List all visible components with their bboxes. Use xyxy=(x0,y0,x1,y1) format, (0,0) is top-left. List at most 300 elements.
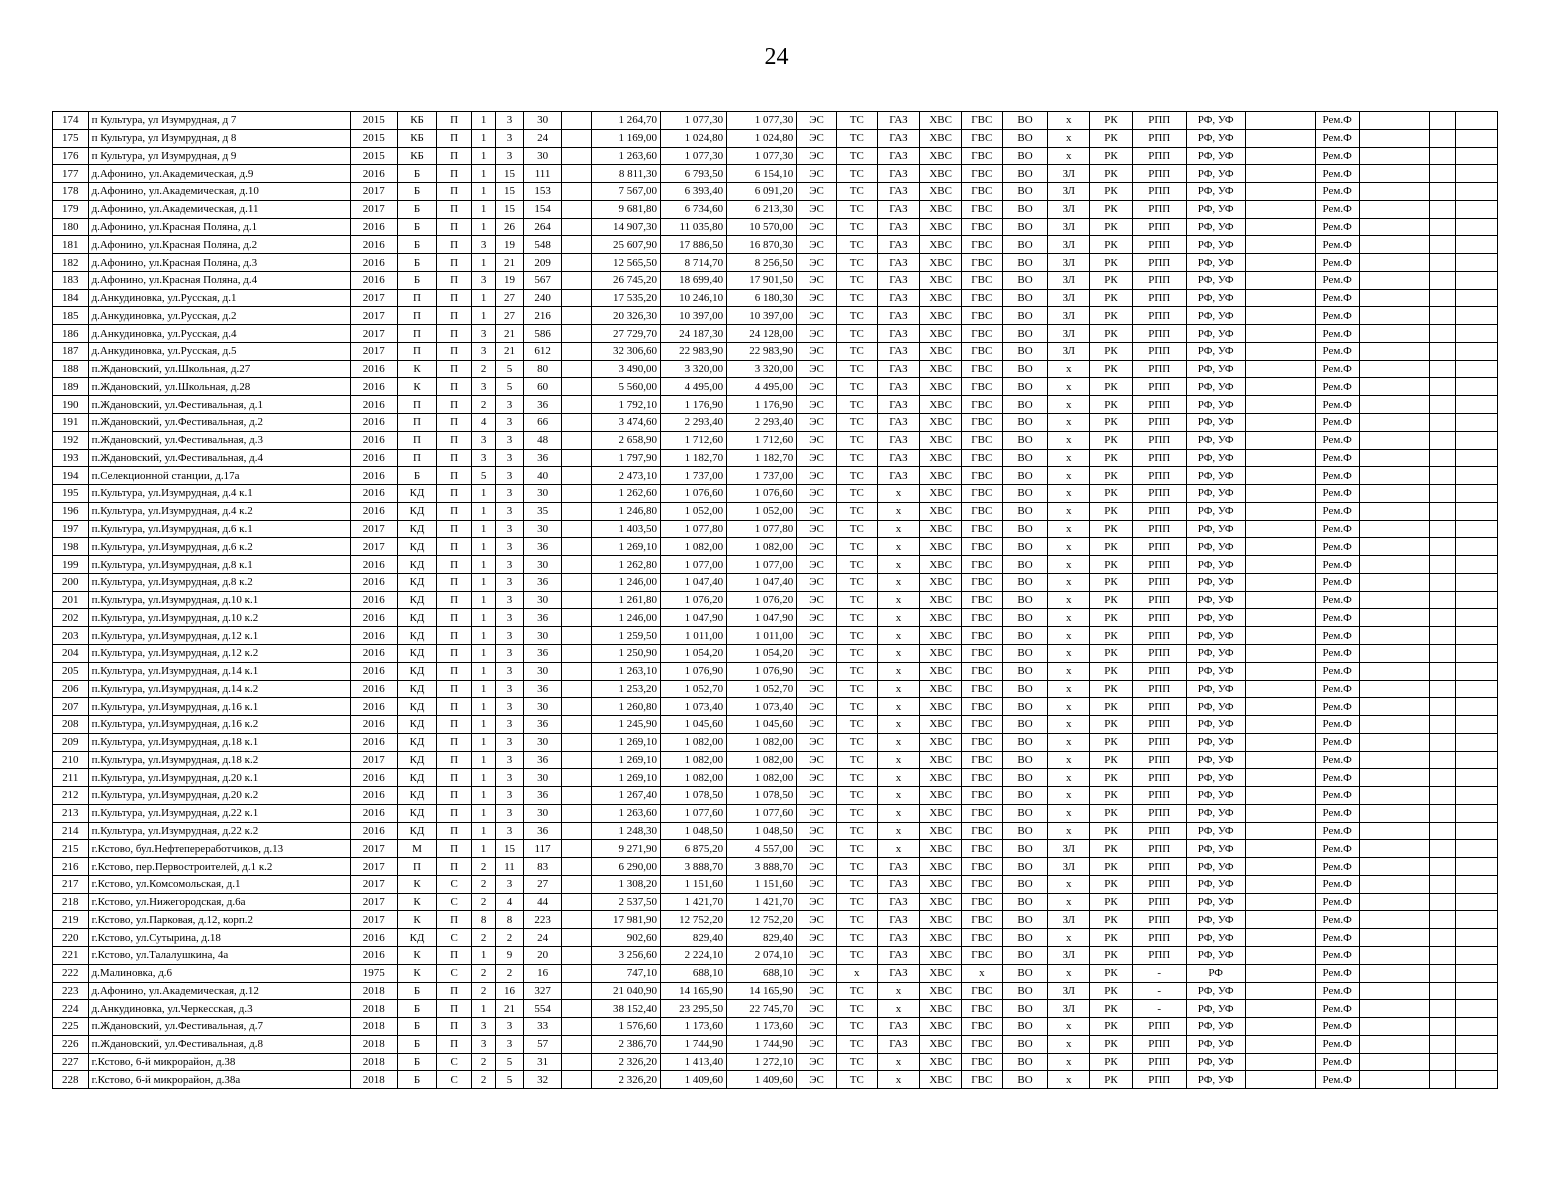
cell-gas: ГАЗ xyxy=(877,858,920,876)
cell-c8 xyxy=(562,538,591,556)
cell-floors_max: 5 xyxy=(496,360,523,378)
cell-vo: ВО xyxy=(1002,520,1048,538)
cell-zl: ЗЛ xyxy=(1048,307,1090,325)
cell-gvs: ГВС xyxy=(961,200,1002,218)
cell-gvs: ГВС xyxy=(961,627,1002,645)
table-row xyxy=(53,271,1498,289)
cell-gas: ГАЗ xyxy=(877,911,920,929)
cell-area_living: 2 293,40 xyxy=(661,414,727,432)
cell-zl: х xyxy=(1048,467,1090,485)
cell-floors_max: 19 xyxy=(496,236,523,254)
cell-area_total: 1 245,90 xyxy=(591,716,660,734)
cell-c25 xyxy=(1429,147,1455,165)
cell-hvs: ХВС xyxy=(920,467,962,485)
cell-ts: ТС xyxy=(836,662,877,680)
cell-material: КД xyxy=(397,822,437,840)
cell-rem: Рем.Ф xyxy=(1315,662,1359,680)
cell-es: ЭС xyxy=(797,1035,837,1053)
cell-apartments: 60 xyxy=(523,378,562,396)
cell-address: п Культура, ул Изумрудная, д 7 xyxy=(88,112,350,130)
cell-area_living: 1 024,80 xyxy=(661,129,727,147)
cell-address: д.Афонино, ул.Красная Поляна, д.4 xyxy=(88,271,350,289)
cell-rem: Рем.Ф xyxy=(1315,1035,1359,1053)
cell-wall: П xyxy=(437,254,472,272)
cell-c8 xyxy=(562,360,591,378)
cell-area_total: 1 308,20 xyxy=(591,875,660,893)
cell-apartments: 586 xyxy=(523,325,562,343)
cell-area_res: 1 073,40 xyxy=(727,698,797,716)
cell-rk: РК xyxy=(1090,662,1133,680)
cell-material: Б xyxy=(397,271,437,289)
cell-area_living: 6 793,50 xyxy=(661,165,727,183)
cell-area_living: 22 983,90 xyxy=(661,342,727,360)
cell-wall: П xyxy=(437,662,472,680)
cell-address: д.Анкудиновка, ул.Черкесская, д.3 xyxy=(88,1000,350,1018)
cell-rpp: РПП xyxy=(1132,929,1186,947)
cell-num: 178 xyxy=(53,183,89,201)
cell-c22 xyxy=(1245,627,1315,645)
cell-gas: ГАЗ xyxy=(877,325,920,343)
cell-floors_min: 3 xyxy=(471,325,495,343)
cell-hvs: ХВС xyxy=(920,680,962,698)
cell-c24 xyxy=(1359,822,1429,840)
cell-material: К xyxy=(397,360,437,378)
cell-c8 xyxy=(562,573,591,591)
cell-apartments: 83 xyxy=(523,858,562,876)
cell-gvs: ГВС xyxy=(961,751,1002,769)
cell-c24 xyxy=(1359,644,1429,662)
cell-gvs: ГВС xyxy=(961,680,1002,698)
cell-c8 xyxy=(562,769,591,787)
cell-floors_min: 3 xyxy=(471,1018,495,1036)
cell-area_living: 1 076,90 xyxy=(661,662,727,680)
cell-gvs: ГВС xyxy=(961,183,1002,201)
cell-rem: Рем.Ф xyxy=(1315,1071,1359,1089)
cell-gvs: ГВС xyxy=(961,609,1002,627)
cell-c26 xyxy=(1456,147,1498,165)
cell-c22 xyxy=(1245,396,1315,414)
cell-c8 xyxy=(562,591,591,609)
cell-num: 209 xyxy=(53,733,89,751)
table-row xyxy=(53,396,1498,414)
cell-area_total: 1 246,80 xyxy=(591,502,660,520)
cell-area_living: 6 734,60 xyxy=(661,200,727,218)
cell-gvs: ГВС xyxy=(961,502,1002,520)
cell-apartments: 30 xyxy=(523,804,562,822)
cell-area_res: 1 151,60 xyxy=(727,875,797,893)
cell-vo: ВО xyxy=(1002,591,1048,609)
cell-rf: РФ, УФ xyxy=(1186,1035,1245,1053)
cell-area_living: 6 393,40 xyxy=(661,183,727,201)
cell-area_living: 4 495,00 xyxy=(661,378,727,396)
cell-material: КД xyxy=(397,573,437,591)
cell-wall: П xyxy=(437,840,472,858)
cell-floors_max: 5 xyxy=(496,378,523,396)
cell-year: 2016 xyxy=(350,822,397,840)
cell-gvs: ГВС xyxy=(961,929,1002,947)
cell-material: М xyxy=(397,840,437,858)
cell-floors_min: 1 xyxy=(471,289,495,307)
cell-ts: ТС xyxy=(836,946,877,964)
cell-year: 2016 xyxy=(350,769,397,787)
table-row xyxy=(53,698,1498,716)
cell-gvs: ГВС xyxy=(961,378,1002,396)
cell-ts: ТС xyxy=(836,342,877,360)
cell-es: ЭС xyxy=(797,911,837,929)
cell-floors_max: 3 xyxy=(496,680,523,698)
cell-gvs: ГВС xyxy=(961,946,1002,964)
cell-c24 xyxy=(1359,769,1429,787)
cell-material: КД xyxy=(397,520,437,538)
cell-area_res: 1 011,00 xyxy=(727,627,797,645)
cell-zl: х xyxy=(1048,804,1090,822)
cell-material: Б xyxy=(397,165,437,183)
cell-c22 xyxy=(1245,147,1315,165)
cell-c25 xyxy=(1429,112,1455,130)
cell-gas: х xyxy=(877,698,920,716)
cell-area_total: 1 797,90 xyxy=(591,449,660,467)
cell-address: д.Афонино, ул.Красная Поляна, д.1 xyxy=(88,218,350,236)
cell-rf: РФ, УФ xyxy=(1186,662,1245,680)
cell-c26 xyxy=(1456,254,1498,272)
cell-c24 xyxy=(1359,858,1429,876)
cell-year: 2015 xyxy=(350,129,397,147)
cell-c8 xyxy=(562,254,591,272)
cell-ts: ТС xyxy=(836,360,877,378)
cell-area_res: 1 052,70 xyxy=(727,680,797,698)
cell-es: ЭС xyxy=(797,129,837,147)
cell-zl: х xyxy=(1048,662,1090,680)
cell-c25 xyxy=(1429,751,1455,769)
cell-material: П xyxy=(397,449,437,467)
table-row xyxy=(53,431,1498,449)
cell-area_total: 1 248,30 xyxy=(591,822,660,840)
cell-es: ЭС xyxy=(797,769,837,787)
cell-apartments: 32 xyxy=(523,1071,562,1089)
cell-gas: ГАЗ xyxy=(877,378,920,396)
cell-rpp: РПП xyxy=(1132,875,1186,893)
cell-es: ЭС xyxy=(797,414,837,432)
cell-num: 202 xyxy=(53,609,89,627)
cell-material: Б xyxy=(397,236,437,254)
table-row xyxy=(53,964,1498,982)
cell-c24 xyxy=(1359,1035,1429,1053)
cell-rf: РФ, УФ xyxy=(1186,698,1245,716)
cell-area_total: 1 576,60 xyxy=(591,1018,660,1036)
cell-c22 xyxy=(1245,1018,1315,1036)
cell-c24 xyxy=(1359,573,1429,591)
cell-es: ЭС xyxy=(797,982,837,1000)
cell-rf: РФ, УФ xyxy=(1186,200,1245,218)
cell-rf: РФ, УФ xyxy=(1186,751,1245,769)
cell-hvs: ХВС xyxy=(920,716,962,734)
cell-c26 xyxy=(1456,236,1498,254)
cell-zl: ЗЛ xyxy=(1048,183,1090,201)
cell-es: ЭС xyxy=(797,467,837,485)
cell-c26 xyxy=(1456,325,1498,343)
cell-es: ЭС xyxy=(797,680,837,698)
cell-rem: Рем.Ф xyxy=(1315,751,1359,769)
cell-c24 xyxy=(1359,112,1429,130)
cell-rpp: РПП xyxy=(1132,325,1186,343)
cell-es: ЭС xyxy=(797,112,837,130)
table-row xyxy=(53,378,1498,396)
cell-floors_max: 3 xyxy=(496,751,523,769)
cell-rk: РК xyxy=(1090,804,1133,822)
cell-c22 xyxy=(1245,218,1315,236)
cell-zl: х xyxy=(1048,449,1090,467)
cell-floors_min: 2 xyxy=(471,360,495,378)
cell-rf: РФ, УФ xyxy=(1186,289,1245,307)
cell-material: Б xyxy=(397,218,437,236)
cell-c25 xyxy=(1429,556,1455,574)
cell-num: 220 xyxy=(53,929,89,947)
cell-ts: ТС xyxy=(836,485,877,503)
cell-rem: Рем.Ф xyxy=(1315,485,1359,503)
cell-c8 xyxy=(562,1035,591,1053)
cell-gvs: ГВС xyxy=(961,236,1002,254)
cell-area_total: 1 263,60 xyxy=(591,147,660,165)
cell-floors_max: 3 xyxy=(496,1035,523,1053)
cell-c24 xyxy=(1359,875,1429,893)
cell-zl: ЗЛ xyxy=(1048,982,1090,1000)
cell-hvs: ХВС xyxy=(920,183,962,201)
cell-rf: РФ, УФ xyxy=(1186,431,1245,449)
cell-address: д.Афонино, ул.Академическая, д.12 xyxy=(88,982,350,1000)
table-body xyxy=(53,112,1498,1089)
cell-area_res: 3 888,70 xyxy=(727,858,797,876)
cell-material: П xyxy=(397,307,437,325)
cell-c25 xyxy=(1429,396,1455,414)
cell-c24 xyxy=(1359,982,1429,1000)
cell-address: д.Афонино, ул.Академическая, д.11 xyxy=(88,200,350,218)
cell-material: КД xyxy=(397,751,437,769)
cell-zl: х xyxy=(1048,875,1090,893)
cell-apartments: 36 xyxy=(523,680,562,698)
cell-num: 203 xyxy=(53,627,89,645)
cell-rem: Рем.Ф xyxy=(1315,254,1359,272)
cell-gas: х xyxy=(877,485,920,503)
cell-wall: П xyxy=(437,396,472,414)
cell-c8 xyxy=(562,822,591,840)
cell-c26 xyxy=(1456,698,1498,716)
cell-c8 xyxy=(562,982,591,1000)
cell-vo: ВО xyxy=(1002,680,1048,698)
cell-wall: П xyxy=(437,414,472,432)
cell-c24 xyxy=(1359,218,1429,236)
cell-es: ЭС xyxy=(797,502,837,520)
cell-area_living: 1 082,00 xyxy=(661,769,727,787)
cell-floors_max: 3 xyxy=(496,769,523,787)
cell-c22 xyxy=(1245,929,1315,947)
cell-material: К xyxy=(397,875,437,893)
cell-floors_max: 15 xyxy=(496,165,523,183)
cell-num: 183 xyxy=(53,271,89,289)
cell-area_total: 3 490,00 xyxy=(591,360,660,378)
cell-floors_max: 3 xyxy=(496,556,523,574)
cell-area_living: 2 224,10 xyxy=(661,946,727,964)
cell-es: ЭС xyxy=(797,733,837,751)
cell-area_res: 10 570,00 xyxy=(727,218,797,236)
cell-rpp: РПП xyxy=(1132,236,1186,254)
cell-area_total: 1 269,10 xyxy=(591,733,660,751)
cell-area_living: 1 048,50 xyxy=(661,822,727,840)
cell-year: 2018 xyxy=(350,1018,397,1036)
cell-c22 xyxy=(1245,733,1315,751)
cell-floors_max: 3 xyxy=(496,875,523,893)
cell-zl: х xyxy=(1048,627,1090,645)
cell-ts: ТС xyxy=(836,716,877,734)
cell-material: К xyxy=(397,964,437,982)
cell-rpp: РПП xyxy=(1132,893,1186,911)
cell-c25 xyxy=(1429,875,1455,893)
cell-wall: П xyxy=(437,1035,472,1053)
cell-floors_min: 1 xyxy=(471,716,495,734)
cell-c22 xyxy=(1245,1053,1315,1071)
table-row xyxy=(53,751,1498,769)
cell-gas: х xyxy=(877,804,920,822)
cell-gvs: ГВС xyxy=(961,254,1002,272)
cell-gas: ГАЗ xyxy=(877,396,920,414)
cell-c8 xyxy=(562,1053,591,1071)
cell-rf: РФ, УФ xyxy=(1186,840,1245,858)
cell-num: 184 xyxy=(53,289,89,307)
cell-c22 xyxy=(1245,787,1315,805)
cell-c25 xyxy=(1429,573,1455,591)
cell-apartments: 40 xyxy=(523,467,562,485)
cell-num: 193 xyxy=(53,449,89,467)
cell-wall: П xyxy=(437,485,472,503)
cell-gas: х xyxy=(877,1071,920,1089)
cell-c22 xyxy=(1245,751,1315,769)
cell-zl: х xyxy=(1048,112,1090,130)
cell-area_res: 2 074,10 xyxy=(727,946,797,964)
cell-hvs: ХВС xyxy=(920,254,962,272)
cell-apartments: 240 xyxy=(523,289,562,307)
cell-c26 xyxy=(1456,609,1498,627)
cell-vo: ВО xyxy=(1002,236,1048,254)
cell-floors_max: 2 xyxy=(496,964,523,982)
cell-address: п.Культура, ул.Изумрудная, д.22 к.2 xyxy=(88,822,350,840)
cell-es: ЭС xyxy=(797,325,837,343)
cell-wall: П xyxy=(437,520,472,538)
cell-rpp: РПП xyxy=(1132,627,1186,645)
cell-rf: РФ, УФ xyxy=(1186,627,1245,645)
cell-c24 xyxy=(1359,1053,1429,1071)
cell-hvs: ХВС xyxy=(920,1071,962,1089)
cell-rk: РК xyxy=(1090,769,1133,787)
cell-ts: ТС xyxy=(836,1018,877,1036)
cell-c26 xyxy=(1456,289,1498,307)
cell-zl: х xyxy=(1048,147,1090,165)
cell-rpp: РПП xyxy=(1132,698,1186,716)
table-row xyxy=(53,840,1498,858)
cell-apartments: 36 xyxy=(523,644,562,662)
cell-c8 xyxy=(562,911,591,929)
cell-c25 xyxy=(1429,520,1455,538)
cell-c22 xyxy=(1245,716,1315,734)
cell-wall: П xyxy=(437,271,472,289)
cell-wall: П xyxy=(437,822,472,840)
table-row xyxy=(53,289,1498,307)
cell-zl: х xyxy=(1048,591,1090,609)
cell-rem: Рем.Ф xyxy=(1315,502,1359,520)
cell-zl: ЗЛ xyxy=(1048,840,1090,858)
cell-ts: ТС xyxy=(836,556,877,574)
cell-address: г.Кстово, ул.Талалушкина, 4а xyxy=(88,946,350,964)
cell-c22 xyxy=(1245,236,1315,254)
cell-c25 xyxy=(1429,822,1455,840)
cell-apartments: 57 xyxy=(523,1035,562,1053)
cell-c25 xyxy=(1429,1000,1455,1018)
cell-floors_max: 15 xyxy=(496,840,523,858)
cell-floors_min: 1 xyxy=(471,840,495,858)
cell-area_total: 9 271,90 xyxy=(591,840,660,858)
cell-address: д.Афонино, ул.Академическая, д.9 xyxy=(88,165,350,183)
cell-c22 xyxy=(1245,467,1315,485)
cell-area_total: 17 535,20 xyxy=(591,289,660,307)
cell-area_total: 6 290,00 xyxy=(591,858,660,876)
cell-floors_max: 3 xyxy=(496,733,523,751)
cell-apartments: 36 xyxy=(523,449,562,467)
cell-area_living: 1 082,00 xyxy=(661,538,727,556)
table-row xyxy=(53,769,1498,787)
cell-c25 xyxy=(1429,502,1455,520)
cell-rpp: РПП xyxy=(1132,396,1186,414)
cell-rpp: РПП xyxy=(1132,307,1186,325)
cell-address: п Культура, ул Изумрудная, д 9 xyxy=(88,147,350,165)
cell-material: КД xyxy=(397,502,437,520)
cell-rf: РФ, УФ xyxy=(1186,822,1245,840)
cell-gas: х xyxy=(877,644,920,662)
table-row xyxy=(53,946,1498,964)
cell-zl: х xyxy=(1048,751,1090,769)
cell-zl: х xyxy=(1048,787,1090,805)
cell-rpp: РПП xyxy=(1132,538,1186,556)
cell-wall: П xyxy=(437,449,472,467)
cell-hvs: ХВС xyxy=(920,911,962,929)
cell-c26 xyxy=(1456,573,1498,591)
cell-rk: РК xyxy=(1090,538,1133,556)
cell-gas: ГАЗ xyxy=(877,431,920,449)
cell-c26 xyxy=(1456,787,1498,805)
cell-ts: ТС xyxy=(836,520,877,538)
cell-c26 xyxy=(1456,218,1498,236)
cell-rf: РФ, УФ xyxy=(1186,414,1245,432)
cell-es: ЭС xyxy=(797,538,837,556)
cell-area_total: 1 269,10 xyxy=(591,538,660,556)
cell-hvs: ХВС xyxy=(920,769,962,787)
cell-area_total: 1 269,10 xyxy=(591,769,660,787)
cell-rpp: РПП xyxy=(1132,449,1186,467)
cell-num: 216 xyxy=(53,858,89,876)
cell-apartments: 20 xyxy=(523,946,562,964)
cell-apartments: 36 xyxy=(523,609,562,627)
cell-vo: ВО xyxy=(1002,467,1048,485)
cell-num: 177 xyxy=(53,165,89,183)
cell-zl: х xyxy=(1048,733,1090,751)
cell-wall: П xyxy=(437,556,472,574)
cell-rem: Рем.Ф xyxy=(1315,982,1359,1000)
cell-rpp: РПП xyxy=(1132,840,1186,858)
cell-c24 xyxy=(1359,520,1429,538)
cell-c22 xyxy=(1245,183,1315,201)
cell-c26 xyxy=(1456,627,1498,645)
cell-floors_min: 1 xyxy=(471,165,495,183)
cell-area_res: 1 047,40 xyxy=(727,573,797,591)
cell-address: п.Ждановский, ул.Фестивальная, д.1 xyxy=(88,396,350,414)
cell-rf: РФ, УФ xyxy=(1186,1000,1245,1018)
